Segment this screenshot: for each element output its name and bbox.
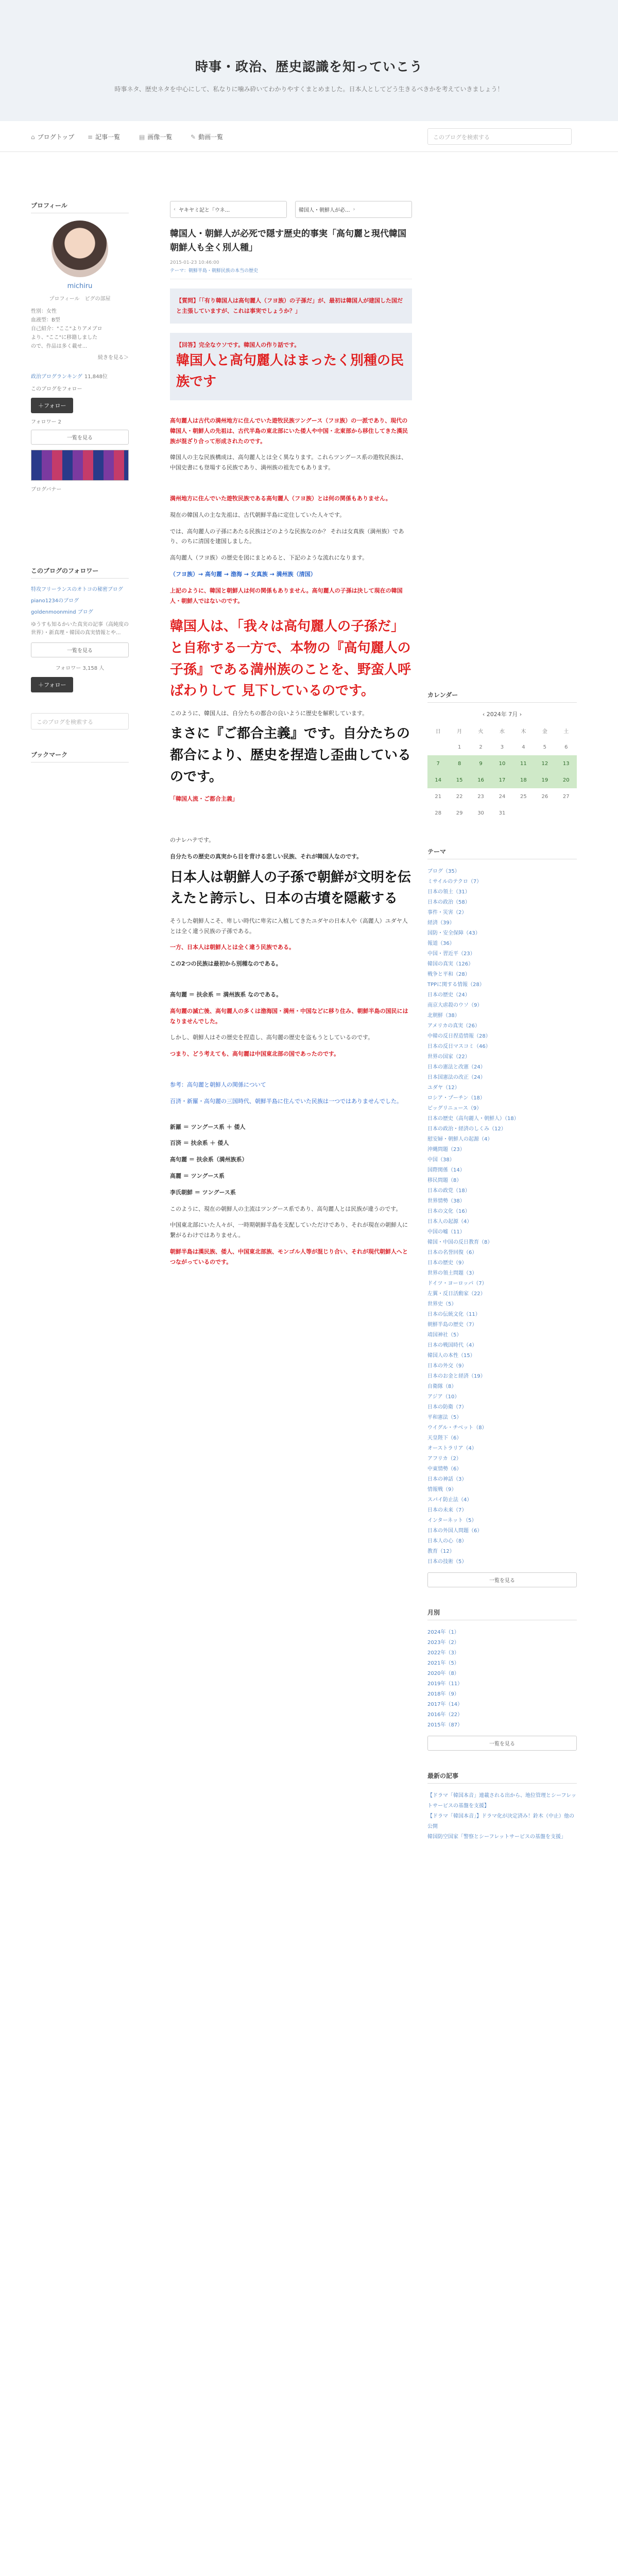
home-icon: ⌂ — [31, 133, 35, 141]
theme-link[interactable]: 日本の文化（16） — [427, 1209, 470, 1214]
calendar-heading: カレンダー — [427, 690, 577, 703]
calendar-month — [427, 710, 577, 718]
article-date: 2015-01-23 10:46:00 — [170, 260, 219, 266]
paragraph: このように、現在の朝鮮人の主流はツングース系であり、高句麗人とは民族が違うのです。 — [170, 1205, 402, 1212]
recent-heading: 最新の記事 — [427, 1771, 577, 1784]
question-text: 【質問】「「有り韓国人は高句麗人（フヨ族）の子孫だ」が、最初は韓国人が建国した国だと主張していますが、これは事実でしょうか？」 — [176, 297, 403, 315]
answer-lead: 【回答】完全なウソです。韓国人の作り話です。 — [176, 341, 300, 348]
theme-link[interactable]: アフリカ（2） — [427, 1456, 461, 1462]
theme-link[interactable]: ロシア・プーチン（18） — [427, 1095, 485, 1101]
theme-link[interactable]: 日本の技術（5） — [427, 1559, 467, 1565]
theme-link[interactable]: 国際関係（14） — [427, 1167, 465, 1173]
theme-link[interactable]: 日本のお金と経済（19） — [427, 1374, 486, 1379]
followers-label: フォロワー 2 — [31, 419, 62, 425]
archive-list — [427, 1628, 577, 1731]
calendar-day[interactable]: 11 — [513, 755, 534, 772]
theme-link[interactable]: 日本の政党（18） — [427, 1188, 470, 1194]
calendar-weekday: 金 — [542, 728, 547, 735]
calendar-day: 30 — [477, 810, 484, 816]
archive-link[interactable]: 2016年（22） — [427, 1712, 463, 1718]
calendar-day — [556, 805, 577, 821]
calendar-day: 28 — [435, 810, 442, 816]
related-cards — [170, 201, 412, 218]
theme-link[interactable]: 日本の外交（9） — [427, 1363, 467, 1369]
site-header — [0, 0, 618, 121]
paragraph: 新羅 ＝ ツングース系 ＋ 倭人 — [170, 1123, 246, 1130]
paragraph: 上記のように、韓国と朝鮮人は何の関係もありません。高句麗人の子孫は決して現在の韓国人・朝鮮人ではないのです。 — [170, 587, 403, 604]
followers-count: フォロワー 3,158 人 — [55, 666, 105, 671]
theme-link[interactable]: 日本の歴史（24） — [427, 992, 470, 998]
banner-caption: ブログバナー — [31, 487, 62, 493]
theme-link[interactable]: 日本の名誉回復（6） — [427, 1250, 477, 1256]
calendar-day: 24 — [499, 793, 506, 800]
theme-link[interactable]: インターネット（5） — [427, 1518, 477, 1523]
theme-link[interactable]: 世界の領土問題（3） — [427, 1270, 477, 1276]
follow-button[interactable]: ＋フォロー — [31, 398, 73, 413]
theme-link[interactable]: 韓国人の本性（15） — [427, 1353, 475, 1359]
paragraph: 高句麗 ＝ 扶余系（満州族系） — [170, 1156, 248, 1163]
theme-link[interactable]: 世界の国家（22） — [427, 1054, 470, 1060]
chevron-left-icon[interactable]: ‹ — [482, 711, 485, 718]
answer-headline: 韓国人と高句麗人はまったく別種の民族です — [176, 352, 404, 390]
theme-link[interactable]: TPPに関する情報（28） — [427, 982, 485, 988]
paragraph: では、高句麗人の子孫にあたる民族はどのような民族なのか？ それは女真族（満州族）であり、のちに清国を建国しました。 — [170, 528, 404, 545]
paragraph: 百済・新羅・高句麗の三国時代、朝鮮半島に住んでいた民族は一つではありませんでした。 — [170, 1097, 402, 1105]
theme-link[interactable]: 日本の反日マスコミ（46） — [427, 1044, 491, 1049]
answer-box — [170, 333, 412, 400]
emphasis-red: 韓国人は、「我々は高句麗人の子孫だ」と自称する一方で、本物の『高句麗人の子孫』である満州族のことを、野蛮人呼ばわりして 見下しているのです。 — [170, 619, 411, 699]
chevron-right-icon[interactable]: › — [519, 711, 522, 718]
paragraph: そうした朝鮮人こそ、卑しい時代に卑劣に入植してきたユダヤの日本人や（高麗人）ユダヤ人とは全く違う民族の子孫である。 — [170, 917, 408, 935]
paragraph: 李氏朝鮮 ＝ ツングース系 — [170, 1189, 236, 1196]
related-card[interactable] — [295, 201, 412, 218]
theme-link[interactable]: 沖縄問題（23） — [427, 1147, 465, 1153]
theme-link[interactable]: 中東情勢（6） — [427, 1466, 462, 1472]
theme-link[interactable]: 中韓の反日捏造情報（28） — [427, 1033, 491, 1039]
theme-link[interactable]: スパイ防止法（4） — [427, 1497, 472, 1503]
theme-link[interactable]: ブログ（35） — [427, 869, 460, 874]
paragraph: 中国東北部にいた人々が、一時期朝鮮半島を支配していただけであり、それが現在の朝鮮人に繋がるわけではありません。 — [170, 1222, 408, 1239]
followed-more-button[interactable]: 一覧を見る — [31, 642, 129, 657]
theme-link[interactable]: 日本の政治・経済のしくみ（12） — [427, 1126, 506, 1132]
profile-heading: プロフィール — [31, 201, 129, 213]
theme-link[interactable]: 日本の未来（7） — [427, 1507, 467, 1513]
paragraph: （フヨ族）→ 高句麗 → 渤海 → 女真族 → 満州族（清国） — [170, 570, 316, 578]
calendar-day[interactable]: 7 — [427, 755, 449, 772]
theme-link[interactable]: 移民問題（8） — [427, 1178, 462, 1183]
calendar-weekday: 水 — [499, 728, 505, 735]
archive-link[interactable]: 2022年（3） — [427, 1650, 459, 1656]
paragraph: 満州地方に住んでいた遊牧民族である高句麗人（フヨ族）とは何の関係もありません。 — [170, 495, 391, 502]
tag-text: 「韓国人流・ご都合主義」 — [170, 795, 238, 803]
recent-article-link[interactable]: 【ドラマ「韓国本音」】ドラマ化が決定済み！鈴木（中止）他の公開 — [427, 1814, 574, 1829]
calendar-day[interactable]: 12 — [534, 755, 555, 772]
calendar-weekday: 土 — [563, 728, 569, 735]
theme-link[interactable]: オーストラリア（4） — [427, 1446, 477, 1451]
calendar-day[interactable]: 17 — [491, 772, 512, 788]
calendar-day: 31 — [499, 810, 506, 816]
nav-blog-top[interactable] — [31, 132, 74, 141]
archive-link[interactable]: 2024年（1） — [427, 1630, 459, 1635]
list-icon: ≡ — [88, 133, 93, 141]
theme-link[interactable]: ユダヤ（12） — [427, 1085, 460, 1091]
theme-link[interactable]: 日本人の心（8） — [427, 1538, 467, 1544]
archive-link[interactable]: 2018年（9） — [427, 1691, 459, 1697]
theme-link[interactable]: 日本国憲法の改正（24） — [427, 1075, 486, 1080]
theme-link[interactable]: 自衛隊（8） — [427, 1384, 457, 1389]
question-box — [170, 289, 412, 324]
chevron-left-icon: ‹ — [174, 207, 176, 212]
calendar-day: 26 — [541, 793, 548, 800]
theme-link[interactable]: 日本の歴史（高句麗人・朝鮮人）（18） — [427, 1116, 519, 1122]
paragraph: 朝鮮半島は漢民族、倭人、中国東北部族、モンゴル人等が混じり合い、それが現代朝鮮人へとつながっているのです。 — [170, 1248, 408, 1265]
nav-image-list[interactable] — [139, 132, 172, 141]
calendar-day — [427, 739, 449, 755]
calendar-weekday: 日 — [435, 728, 441, 735]
paragraph: 高句麗の滅亡後、高句麗人の多くは渤海国・満州・中国などに移り住み、朝鮮半島の国民にはなりませんでした。 — [170, 1007, 408, 1025]
follow-row-2 — [31, 677, 129, 692]
theme-link[interactable]: 日本の伝統文化（11） — [427, 1312, 480, 1317]
genre-label[interactable]: 政治ブログランキング — [31, 374, 82, 380]
theme-link[interactable]: 慰安婦・朝鮮人の起源（4） — [427, 1137, 493, 1142]
genre-rank — [31, 372, 129, 381]
recent-article-link[interactable]: 韓国防空国家「警察とシーフレットサービスの基盤を支援」 — [427, 1834, 566, 1840]
theme-link[interactable]: 平和憲法（5） — [427, 1415, 462, 1420]
paragraph: このように、韓国人は、自分たちの都合の良いように歴史を解釈しています。 — [170, 709, 368, 717]
paragraph: 自分たちの歴史の真実から目を背ける悲しい民族、それが韓国人なのです。 — [170, 853, 363, 860]
theme-link[interactable]: 日本の外国人問題（6） — [427, 1528, 483, 1534]
theme-link[interactable]: ビッグリニュース（9） — [427, 1106, 482, 1111]
theme-link[interactable]: 天皇陛下（6） — [427, 1435, 462, 1441]
calendar-day: 4 — [522, 744, 525, 750]
archive-link[interactable]: 2021年（5） — [427, 1660, 459, 1666]
theme-link[interactable]: アジア（10） — [427, 1394, 460, 1400]
nav-label: 記事一覧 — [95, 133, 121, 141]
theme-link[interactable]: 朝鮮半島の歴史（7） — [427, 1322, 477, 1328]
paragraph: 一方、日本人は朝鮮人とは全く違う民族である。 — [170, 944, 295, 951]
calendar-day[interactable]: 16 — [470, 772, 491, 788]
paragraph: 高句麗 ＝ 扶余系 ＝ 満州族系 なのである。 — [170, 991, 282, 998]
followed-item[interactable]: piano1234のブログ — [31, 598, 79, 604]
paragraph: つまり、どう考えても、高句麗は中国東北部の国であったのです。 — [170, 1050, 340, 1058]
theme-link[interactable]: 国防・安全保障（43） — [427, 930, 480, 936]
theme-link[interactable]: 報道（36） — [427, 941, 455, 946]
theme-link[interactable]: 北朝鮮（38） — [427, 1013, 460, 1019]
nav-label: 画像一覧 — [147, 133, 173, 141]
theme-link[interactable]: 経済（39） — [427, 920, 455, 926]
calendar-day: 29 — [456, 810, 463, 816]
site-subtitle: 時事ネタ、歴史ネタを中心にして、私なりに噛み砕いてわかりやすくまとめました。日本人としてどう生きるべきかを考えていきましょう！ — [114, 86, 504, 93]
paragraph: 現在の韓国人の主な先祖は、古代朝鮮半島に定住していた人々です。 — [170, 511, 346, 518]
recent-list — [427, 1791, 577, 1842]
calendar-day: 25 — [520, 793, 527, 800]
emphasis-black: 日本人は朝鮮人の子孫で朝鮮が文明を伝えたと誇示し、日本の古墳を隠蔽する — [170, 869, 411, 907]
theme-link[interactable]: 南京大虐殺のウソ（9） — [427, 1003, 483, 1008]
calendar-day: 6 — [564, 744, 568, 750]
left-sidebar — [31, 201, 129, 770]
theme-link[interactable]: 日本の憲法と改憲（24） — [427, 1064, 486, 1070]
paragraph: 高句麗人（フヨ族）の歴史を図にまとめると、下記のような流れになります。 — [170, 554, 368, 562]
theme-link[interactable]: 日本の歴史（9） — [427, 1260, 467, 1266]
paragraph[interactable]: 参考：高句麗と朝鮮人の関係について — [170, 1081, 266, 1089]
theme-link[interactable]: 日本の領土（31） — [427, 889, 470, 895]
theme-link[interactable]: 中国の嘘（11） — [427, 1229, 465, 1235]
theme-link[interactable]: 戦争と平和（28） — [427, 972, 470, 977]
profile-info: 性別：女性 血液型：B型 自己紹介："ここ"よりアメブロ より、"ここ"に移籍しました ので、作品は多く載せ... — [31, 309, 102, 349]
theme-link[interactable]: 左翼・反日活動家（22） — [427, 1291, 486, 1297]
related-card-label: ヤキヤミ記と「ウネ... — [179, 208, 230, 213]
nav-video-list[interactable] — [191, 132, 223, 141]
paragraph: 高麗 ＝ ツングース系 — [170, 1173, 225, 1179]
calendar-day: 27 — [562, 793, 570, 800]
profile-links[interactable]: プロフィール ピグの部屋 — [49, 296, 111, 302]
nav-label: ブログトップ — [37, 133, 75, 141]
theme-link[interactable]: 日本の戦国時代（4） — [427, 1343, 477, 1348]
theme-link[interactable]: 韓国・中国の反日教育（8） — [427, 1240, 493, 1245]
image-icon: ▤ — [139, 133, 145, 141]
nav-article-list[interactable] — [88, 132, 120, 141]
paragraph: のナレハテです。 — [170, 837, 215, 844]
paragraph: しかし、朝鮮人はその歴史を捏造し、高句麗の歴史を盗もうとしているのです。 — [170, 1034, 374, 1041]
recent-article-link[interactable]: 【ドラマ「韓国本音」連載される出から、地位管理とシーフレットサービスの基盤を支援】 — [427, 1793, 576, 1809]
emphasis-black: まさに『ご都合主義』です。自分たちの都合により、歴史を捏造し歪曲しているのです。 — [170, 726, 411, 785]
blog-banner[interactable] — [31, 450, 129, 481]
avatar[interactable] — [52, 221, 108, 277]
follow-row — [31, 398, 129, 413]
themes-list — [427, 867, 577, 1567]
calendar-weekday: 火 — [478, 728, 484, 735]
calendar-day — [534, 805, 555, 821]
calendar-day[interactable]: 9 — [470, 755, 491, 772]
theme-link[interactable]: 靖国神社（5） — [427, 1332, 462, 1338]
calendar-day: 22 — [456, 793, 463, 800]
theme-link[interactable]: ミサイルのテクロ（7） — [427, 879, 482, 885]
theme-link[interactable]: 中国・習近平（23） — [427, 951, 475, 957]
calendar-day: 23 — [477, 793, 484, 800]
followed-item[interactable]: 特攻フリーランスのオトコの秘密ブログ — [31, 587, 123, 592]
read-more-link[interactable]: 続きを見る＞ — [98, 355, 129, 361]
theme-link[interactable]: 情報戦（9） — [427, 1487, 457, 1493]
theme-link[interactable]: 事件・災害（2） — [427, 910, 467, 916]
theme-link[interactable]: 中国（38） — [427, 1157, 455, 1163]
calendar-day[interactable]: 8 — [449, 755, 470, 772]
calendar-day[interactable]: 20 — [556, 772, 577, 788]
followed-heading: このブログのフォロワー — [31, 566, 129, 579]
calendar-day: 5 — [543, 744, 546, 750]
calendar-table — [427, 722, 577, 821]
archive-link[interactable]: 2020年（8） — [427, 1671, 459, 1676]
theme-link[interactable]: 世界情勢（38） — [427, 1198, 465, 1204]
calendar-weekday: 月 — [457, 728, 462, 735]
theme-link[interactable]: ドイツ・ヨーロッパ（7） — [427, 1281, 487, 1286]
theme-link[interactable]: 日本の政治（58） — [427, 900, 470, 905]
calendar-day: 1 — [457, 744, 461, 750]
related-card[interactable] — [170, 201, 287, 218]
archive-link[interactable]: 2015年（87） — [427, 1722, 463, 1728]
theme-link[interactable]: 日本人の起源（4） — [427, 1219, 472, 1225]
followed-text: ゆうすも知るかいた真実の記事（高純度の世界）・新真理・韓国の真実情報とや... — [31, 622, 129, 636]
sidebar-search-input[interactable]: このブログを検索する — [31, 713, 129, 730]
calendar-weekday: 木 — [521, 728, 526, 735]
archive-link[interactable]: 2017年（14） — [427, 1702, 463, 1707]
calendar-day[interactable]: 14 — [427, 772, 449, 788]
calendar-day[interactable]: 18 — [513, 772, 534, 788]
bookmark-heading: ブックマーク — [31, 750, 129, 762]
site-title[interactable]: 時事・政治、歴史認識を知っていこう — [195, 59, 423, 74]
theme-link[interactable]: アメリカの真実（26） — [427, 1023, 480, 1029]
profile-name[interactable]: michiru — [67, 282, 93, 290]
calendar-day[interactable]: 10 — [491, 755, 512, 772]
theme-link[interactable]: 日本の防衛（7） — [427, 1404, 467, 1410]
related-card-label: 韓国人・朝鮮人が必... — [299, 208, 350, 213]
archive-link[interactable]: 2019年（11） — [427, 1681, 463, 1687]
followers-list-button[interactable]: 一覧を見る — [31, 430, 129, 445]
global-nav — [0, 121, 618, 152]
archive-more-button[interactable]: 一覧を見る — [427, 1736, 577, 1751]
theme-link[interactable]: ウイグル・チベット（8） — [427, 1425, 487, 1431]
calendar-day — [513, 805, 534, 821]
chevron-right-icon: › — [353, 207, 355, 212]
calendar-day: 2 — [479, 744, 483, 750]
paragraph: 高句麗人は古代の満州地方に住んでいた遊牧民族ツングース（フヨ族）の一派であり、現代の韓国人・朝鮮人の先祖は、古代半島の東北部にいた倭人や中国・北東部から移住してきた漢民族が混ざり合って形成されたのです。 — [170, 417, 408, 445]
video-icon: ✎ — [191, 133, 196, 141]
genre-rank-value: 11,848位 — [84, 374, 108, 380]
follow-button-2[interactable]: ＋フォロー — [31, 677, 73, 692]
follow-label: このブログをフォロー — [31, 386, 82, 392]
paragraph: 韓国人の主な民族構成は、高句麗人とは全く異なります。これらツングース系の遊牧民族は、中国史書にも登場する民族であり、満州族の祖先でもあります。 — [170, 454, 407, 471]
followed-item[interactable]: goldenmoonmind ブログ — [31, 609, 93, 615]
main-content — [170, 201, 412, 1267]
right-sidebar — [427, 690, 577, 1842]
calendar-day[interactable]: 13 — [556, 755, 577, 772]
themes-heading: テーマ — [427, 847, 577, 859]
archive-link[interactable]: 2023年（2） — [427, 1640, 459, 1646]
paragraph: この2つの民族は最初から別種なのである。 — [170, 960, 282, 968]
article-theme[interactable]: テーマ：朝鮮半島・朝鮮民族の本当の歴史 — [170, 267, 412, 279]
calendar-day[interactable]: 15 — [449, 772, 470, 788]
calendar-day: 3 — [500, 744, 504, 750]
paragraph: 百済 ＝ 扶余系 ＋ 倭人 — [170, 1140, 229, 1147]
calendar-day: 21 — [435, 793, 442, 800]
theme-link[interactable]: 韓国の真実（126） — [427, 961, 474, 967]
calendar-day[interactable]: 19 — [534, 772, 555, 788]
archive-heading: 月別 — [427, 1608, 577, 1620]
nav-search-input[interactable]: このブログを検索する — [427, 128, 572, 145]
theme-link[interactable]: 世界史（5） — [427, 1301, 457, 1307]
nav-label: 動画一覧 — [198, 133, 224, 141]
calendar-month-label: 2024年 7月 — [486, 711, 518, 718]
theme-link[interactable]: 教育（12） — [427, 1549, 455, 1554]
article-title[interactable]: 韓国人・朝鮮人が必死で隠す歴史的事実「高句麗と現代韓国朝鮮人も全く別人種」 — [170, 229, 406, 253]
theme-link[interactable]: 日本の神話（3） — [427, 1477, 467, 1482]
themes-more-button[interactable]: 一覧を見る — [427, 1572, 577, 1587]
